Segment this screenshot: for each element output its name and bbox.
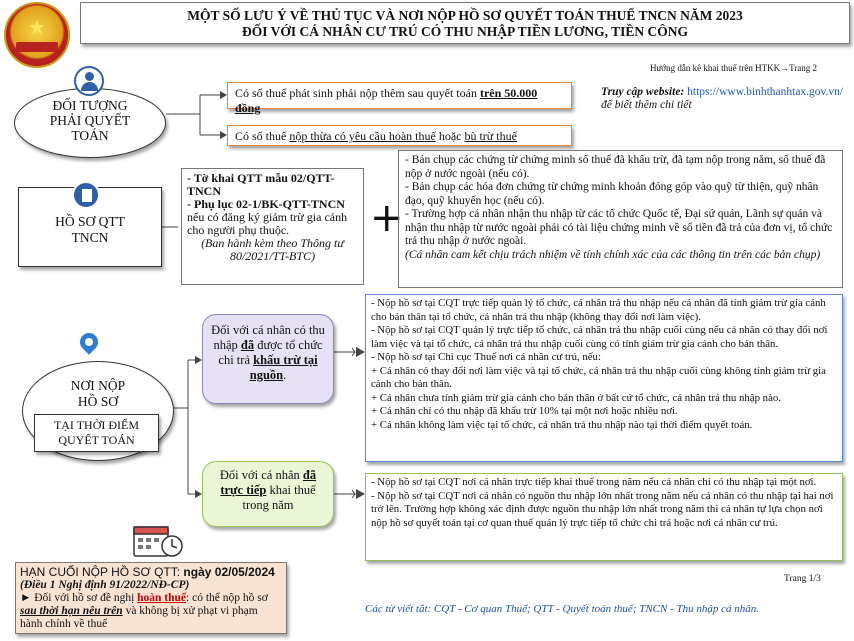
website-note: Truy cập website: https://www.binhthanhtax.gov.vn/ để biết thêm chi tiết bbox=[601, 86, 844, 111]
deadline-date: ngày 02/05/2024 bbox=[183, 565, 275, 579]
page-number: Trang 1/3 bbox=[784, 574, 821, 584]
condition-additional-tax: Có số thuế phát sinh phải nộp thêm sau quyết toán trên 50.000 đồng bbox=[227, 82, 572, 109]
subject-label: ĐỐI TƯỢNG PHẢI QUYẾT TOÁN bbox=[49, 98, 131, 143]
person-icon bbox=[74, 66, 104, 96]
document-icon bbox=[72, 181, 100, 209]
page-subtitle: ĐỐI VỚI CÁ NHÂN CƯ TRÚ CÓ THU NHẬP TIỀN LƯƠNG, TIỀN CÔNG bbox=[242, 24, 688, 39]
self-declared-bubble: Đối với cá nhân đã trực tiếp khai thuế trong năm bbox=[202, 461, 334, 527]
logo-banner bbox=[16, 42, 58, 52]
calendar-clock-icon bbox=[133, 524, 185, 558]
withheld-filing-rules: - Nộp hồ sơ tại CQT trực tiếp quản lý tổ chức, cá nhân trả thu nhập nếu cá nhân đã tính giảm trừ gia cảnh cho bản thân tại tổ chức, cá nhân trả thu nhập (không thay đổi nơi làm việc). - Nộp hồ sơ tại CQT quản lý trực tiếp tổ chức, cá nhân trả thu nhập cuối cùng nếu cá nhân có thay đổi nơi làm việc và tại tổ chức, cá nhân trả thu nhập cuối cùng có tính giảm trừ gia cảnh cho bản thân. - Nộp hồ sơ tại Chi cục Thuế nơi cá nhân cư trú, nếu: + Cá nhân có thay đổi nơi làm việc và tại tổ chức, cá nhân trả thu nhập cuối cùng không tính giảm trừ gia cảnh cho bản thân. + Cá nhân chưa tính giảm trừ gia cảnh cho bản thân ở bất cứ tổ chức, cá nhân trả thu nhập nào. + Cá nhân chỉ có thu nhập đã khấu trừ 10% tại một nơi hoặc nhiều nơi. + Cá nhân không làm việc tại tổ chức, cá nhân trả thu nhập nào tại thời điểm quyết toán. bbox=[365, 294, 843, 462]
filing-place-label: NƠI NỘP HỒ SƠ bbox=[70, 378, 126, 409]
abbreviations-note: Các từ viết tắt: CQT - Cơ quan Thuế; QTT - Quyết toán thuế; TNCN - Thu nhập cá nhân. bbox=[365, 603, 760, 615]
deadline-box: HẠN CUỐI NỘP HỒ SƠ QTT: ngày 02/05/2024 (Điều 1 Nghị định 91/2022/NĐ-CP) ► Đối với hồ sơ đề nghị hoàn thuế: có thể nộp hồ sơ sau thời hạn nêu trên và không bị xử phạt vi phạm hành chính về thuế bbox=[15, 562, 287, 634]
star-icon: ★ bbox=[28, 17, 46, 39]
page-title: MỘT SỐ LƯU Ý VỀ THỦ TỤC VÀ NƠI NỘP HỒ SƠ QUYẾT TOÁN THUẾ TNCN NĂM 2023 bbox=[187, 8, 743, 23]
settlement-time-box: TẠI THỜI ĐIỂM QUYẾT TOÁN bbox=[34, 414, 159, 452]
threshold-amount: trên 50.000 đồng bbox=[235, 86, 538, 115]
guide-link[interactable]: Hướng dẫn kê khai thuế trên HTKK→Trang 2 bbox=[650, 63, 818, 73]
plus-icon: + bbox=[370, 195, 404, 241]
withheld-at-source-bubble: Đối với cá nhân có thu nhập đã được tổ chức chi trả khấu trừ tại nguồn. bbox=[202, 314, 334, 404]
tax-emblem-logo bbox=[4, 2, 70, 68]
self-declared-filing-rules: - Nộp hồ sơ tại CQT nơi cá nhân trực tiếp khai thuế trong năm nếu cá nhân chỉ có thu nhập tại một nơi. - Nộp hồ sơ tại CQT nơi cá nhân có nguồn thu nhập lớn nhất trong năm nếu cá nhân có thu nhập tại hai nơi trở lên. Trường hợp không xác định được nguồn thu nhập lớn nhất trong năm thì cá nhân tự lựa chọn nơi nộp hồ sơ quyết toán tại cơ quan thuế quản lý trực tiếp tổ chức chi trả hoặc nơi cá nhân cư trú. bbox=[365, 473, 843, 561]
website-link[interactable]: https://www.binhthanhtax.gov.vn/ bbox=[687, 86, 844, 98]
declaration-forms: - Tờ khai QTT mẫu 02/QTT-TNCN - Phụ lục 02-1/BK-QTT-TNCN nếu có đăng ký giảm trừ gia cảnh cho người phụ thuộc. (Ban hành kèm theo Thông tư 80/2021/TT-BTC) bbox=[181, 168, 364, 285]
dossier-label: HỒ SƠ QTT TNCN bbox=[55, 214, 125, 245]
condition-overpaid-tax: Có số thuế nộp thừa có yêu cầu hoàn thuế hoặc bù trừ thuế bbox=[227, 125, 572, 146]
supporting-documents: - Bản chụp các chứng từ chứng minh số thuế đã khấu trừ, đã tạm nộp trong năm, số thuế đã nộp ở nước ngoài (nếu có). - Bản chụp các hóa đơn chứng từ chứng minh khoản đóng góp vào quỹ từ thiện, quỹ nhân đạo, quỹ khuyến học (nếu có). - Trường hợp cá nhân nhận thu nhập từ các tổ chức Quốc tế, Đại sứ quán, Lãnh sự quán và nhận thu nhập từ nước ngoài phải có tài liệu chứng minh về số tiền đã trả của đơn vị, tổ chức trả thu nhập ở nước ngoài. (Cá nhân cam kết chịu trách nhiệm về tính chính xác của các thông tin trên các bản chụp) bbox=[398, 150, 843, 288]
